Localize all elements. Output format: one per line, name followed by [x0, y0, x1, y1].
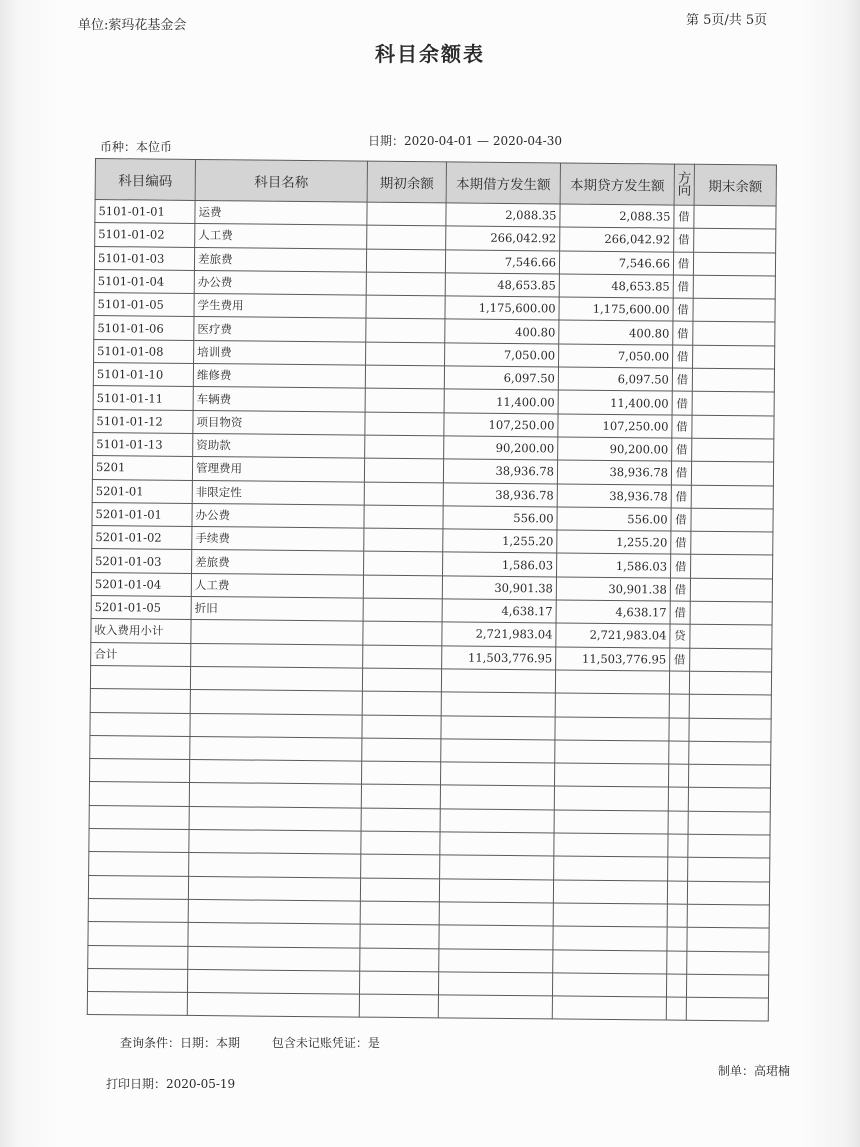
- cell-direction: 借: [673, 275, 693, 298]
- cell-debit-amount: 30,901.38: [442, 576, 556, 600]
- cell-closing-balance: [691, 485, 773, 509]
- empty-cell: [188, 923, 360, 948]
- cell-debit-amount: 4,638.17: [442, 599, 556, 623]
- cell-credit-amount: 6,097.50: [558, 367, 672, 391]
- empty-cell: [553, 926, 667, 950]
- cell-account-code: 5201-01-04: [91, 572, 191, 596]
- cell-closing-balance: [694, 205, 776, 229]
- empty-cell: [554, 763, 668, 787]
- empty-cell: [668, 834, 688, 857]
- empty-cell: [187, 969, 359, 994]
- cell-closing-balance: [692, 392, 774, 416]
- empty-cell: [553, 880, 667, 904]
- cell-closing-balance: [690, 555, 772, 579]
- cell-debit-amount: 7,546.66: [445, 249, 559, 273]
- empty-cell: [669, 741, 689, 764]
- empty-cell: [189, 806, 361, 831]
- cell-account-name: 学生费用: [194, 294, 366, 319]
- cell-credit-amount: 7,050.00: [559, 344, 673, 368]
- empty-cell: [189, 783, 361, 808]
- cell-closing-balance: [690, 578, 772, 602]
- empty-cell: [362, 691, 441, 715]
- cell-account-code: 5101-01-11: [93, 386, 193, 410]
- prepared-by: 制单：高珺楠: [718, 1064, 791, 1078]
- empty-cell: [667, 927, 687, 950]
- cell-direction: 借: [673, 345, 693, 368]
- cell-account-name: 人工费: [191, 573, 363, 598]
- cell-closing-balance: [693, 275, 775, 299]
- cell-account-code: 5101-01-10: [93, 363, 193, 387]
- empty-cell: [90, 665, 190, 689]
- cell-debit-amount: 90,200.00: [444, 436, 558, 460]
- cell-opening-balance: [366, 249, 445, 273]
- cell-account-code: 收入费用小计: [91, 619, 191, 643]
- cell-account-name: 管理费用: [192, 457, 364, 482]
- cell-direction: 借: [670, 578, 690, 601]
- empty-cell: [552, 996, 666, 1020]
- balance-table: [87, 158, 777, 1022]
- empty-cell: [361, 831, 440, 855]
- cell-debit-amount: 107,250.00: [444, 413, 558, 437]
- cell-account-name: 培训费: [194, 340, 366, 365]
- cell-credit-amount: 38,936.78: [557, 460, 671, 484]
- cell-debit-amount: 2,088.35: [446, 203, 560, 227]
- empty-cell: [688, 811, 770, 835]
- cell-closing-balance: [693, 298, 775, 322]
- cell-closing-balance: [692, 415, 774, 439]
- empty-cell: [688, 834, 770, 858]
- cell-credit-amount: 556.00: [557, 507, 671, 531]
- empty-cell: [440, 809, 554, 833]
- cell-account-name: 人工费: [195, 224, 367, 249]
- empty-cell: [554, 833, 668, 857]
- empty-cell: [687, 927, 769, 951]
- empty-cell: [689, 694, 771, 718]
- cell-account-code: 5101-01-01: [95, 200, 195, 224]
- empty-cell: [669, 671, 689, 694]
- cell-debit-amount: 38,936.78: [443, 482, 557, 506]
- cell-account-code: 5101-01-06: [94, 316, 194, 340]
- empty-cell: [90, 735, 190, 759]
- header-credit-amount: 本期贷方发生额: [560, 163, 674, 205]
- cell-account-name: 折旧: [191, 596, 363, 621]
- empty-cell: [553, 903, 667, 927]
- cell-direction: 借: [673, 252, 693, 275]
- cell-opening-balance: [366, 342, 445, 366]
- cell-opening-balance: [366, 295, 445, 319]
- empty-cell: [552, 973, 666, 997]
- cell-closing-balance: [690, 648, 772, 672]
- empty-cell: [89, 828, 189, 852]
- empty-cell: [689, 718, 771, 742]
- cell-account-name: 车辆费: [193, 387, 365, 412]
- empty-cell: [361, 808, 440, 832]
- cell-account-code: 5101-01-02: [95, 223, 195, 247]
- cell-account-code: 5101-01-04: [94, 269, 194, 293]
- cell-account-name: 差旅费: [194, 247, 366, 272]
- empty-cell: [554, 856, 668, 880]
- cell-debit-amount: 6,097.50: [444, 366, 558, 390]
- cell-direction: 借: [671, 531, 691, 554]
- cell-account-name: 资助款: [193, 433, 365, 458]
- cell-closing-balance: [694, 229, 776, 253]
- cell-credit-amount: 400.80: [559, 320, 673, 344]
- empty-cell: [189, 829, 361, 854]
- cell-closing-balance: [690, 601, 772, 625]
- empty-cell: [555, 670, 669, 694]
- cell-account-code: 5201-01: [92, 479, 192, 503]
- cell-debit-amount: 11,400.00: [444, 389, 558, 413]
- cell-closing-balance: [693, 345, 775, 369]
- cell-debit-amount: 38,936.78: [443, 459, 557, 483]
- cell-closing-balance: [693, 322, 775, 346]
- cell-closing-balance: [692, 368, 774, 392]
- empty-cell: [88, 945, 188, 969]
- cell-credit-amount: 11,503,776.95: [556, 647, 670, 671]
- cell-credit-amount: 1,586.03: [557, 553, 671, 577]
- header-account-code: 科目编码: [95, 159, 195, 201]
- cell-debit-amount: 1,586.03: [443, 552, 557, 576]
- empty-cell: [441, 669, 555, 693]
- currency-label: 币种：本位币: [100, 140, 173, 154]
- table-body: [87, 200, 776, 1022]
- date-range: 日期：2020-04-01 — 2020-04-30: [368, 134, 563, 148]
- empty-cell: [686, 997, 768, 1021]
- cell-opening-balance: [363, 575, 442, 599]
- cell-direction: 借: [674, 228, 694, 251]
- empty-cell: [190, 760, 362, 785]
- header-debit-amount: 本期借方发生额: [446, 162, 560, 204]
- cell-debit-amount: 400.80: [445, 319, 559, 343]
- empty-cell: [687, 951, 769, 975]
- cell-closing-balance: [691, 462, 773, 486]
- cell-credit-amount: 48,653.85: [559, 274, 673, 298]
- empty-cell: [190, 736, 362, 761]
- empty-cell: [555, 740, 669, 764]
- cell-direction: 借: [674, 205, 694, 228]
- cell-direction: 借: [670, 601, 690, 624]
- empty-cell: [666, 997, 686, 1020]
- empty-cell: [187, 993, 359, 1018]
- cell-direction: 借: [670, 648, 690, 671]
- cell-credit-amount: 11,400.00: [558, 390, 672, 414]
- empty-cell: [87, 992, 187, 1016]
- empty-cell: [190, 666, 362, 691]
- empty-cell: [686, 974, 768, 998]
- empty-cell: [687, 904, 769, 928]
- header-direction: 方向: [674, 164, 694, 205]
- cell-debit-amount: 11,503,776.95: [442, 645, 556, 669]
- cell-credit-amount: 38,936.78: [557, 484, 671, 508]
- empty-cell: [188, 899, 360, 924]
- empty-cell: [667, 881, 687, 904]
- empty-cell: [688, 858, 770, 882]
- empty-cell: [438, 995, 552, 1019]
- cell-direction: 借: [672, 415, 692, 438]
- cell-closing-balance: [690, 625, 772, 649]
- cell-opening-balance: [365, 412, 444, 436]
- empty-cell: [190, 690, 362, 715]
- cell-account-code: 5201-01-01: [92, 502, 192, 526]
- empty-cell: [689, 671, 771, 695]
- cell-debit-amount: 556.00: [443, 506, 557, 530]
- query-date-condition: 查询条件：日期：本期: [120, 1036, 241, 1050]
- cell-debit-amount: 48,653.85: [445, 273, 559, 297]
- cell-direction: 借: [671, 485, 691, 508]
- cell-debit-amount: 1,175,600.00: [445, 296, 559, 320]
- cell-direction: 贷: [670, 624, 690, 647]
- cell-credit-amount: 266,042.92: [560, 227, 674, 251]
- header-opening-balance: 期初余额: [367, 161, 446, 203]
- empty-cell: [554, 810, 668, 834]
- cell-closing-balance: [693, 252, 775, 276]
- empty-cell: [88, 898, 188, 922]
- empty-cell: [440, 762, 554, 786]
- empty-cell: [440, 785, 554, 809]
- header-closing-balance: 期末余额: [694, 164, 776, 206]
- cell-account-name: 差旅费: [192, 550, 364, 575]
- cell-credit-amount: 90,200.00: [558, 437, 672, 461]
- empty-cell: [89, 852, 189, 876]
- cell-account-name: 维修费: [193, 364, 365, 389]
- empty-cell: [361, 761, 440, 785]
- empty-cell: [439, 878, 553, 902]
- include-unposted-condition: 包含未记账凭证：是: [271, 1036, 380, 1050]
- cell-direction: 借: [672, 391, 692, 414]
- empty-cell: [188, 946, 360, 971]
- empty-cell: [689, 741, 771, 765]
- cell-opening-balance: [365, 388, 444, 412]
- cell-account-code: 5101-01-08: [94, 339, 194, 363]
- cell-account-name: 非限定性: [192, 480, 364, 505]
- empty-cell: [90, 712, 190, 736]
- cell-account-name: 项目物资: [193, 410, 365, 435]
- cell-closing-balance: [691, 531, 773, 555]
- empty-cell: [440, 855, 554, 879]
- cell-account-name: 运费: [195, 200, 367, 225]
- empty-cell: [668, 787, 688, 810]
- cell-account-code: 5201-01-02: [92, 526, 192, 550]
- empty-cell: [438, 972, 552, 996]
- cell-direction: 借: [671, 508, 691, 531]
- empty-cell: [362, 715, 441, 739]
- cell-opening-balance: [364, 482, 443, 506]
- cell-opening-balance: [367, 225, 446, 249]
- cell-credit-amount: 30,901.38: [556, 577, 670, 601]
- empty-cell: [554, 786, 668, 810]
- cell-debit-amount: 1,255.20: [443, 529, 557, 553]
- cell-opening-balance: [363, 621, 442, 645]
- empty-cell: [687, 881, 769, 905]
- empty-cell: [668, 811, 688, 834]
- cell-account-code: 合计: [91, 642, 191, 666]
- cell-credit-amount: 107,250.00: [558, 414, 672, 438]
- cell-opening-balance: [364, 528, 443, 552]
- empty-cell: [688, 764, 770, 788]
- cell-account-code: 5201-01-03: [92, 549, 192, 573]
- cell-opening-balance: [366, 272, 445, 296]
- cell-account-code: 5201: [92, 456, 192, 480]
- empty-cell: [361, 854, 440, 878]
- cell-direction: 借: [671, 461, 691, 484]
- empty-cell: [362, 738, 441, 762]
- cell-opening-balance: [366, 319, 445, 343]
- empty-cell: [361, 785, 440, 809]
- empty-cell: [190, 713, 362, 738]
- cell-direction: 借: [673, 298, 693, 321]
- cell-closing-balance: [691, 508, 773, 532]
- cell-opening-balance: [365, 365, 444, 389]
- empty-cell: [441, 715, 555, 739]
- cell-credit-amount: 2,721,983.04: [556, 623, 670, 647]
- empty-cell: [360, 901, 439, 925]
- cell-account-name: 手续费: [192, 527, 364, 552]
- empty-cell: [360, 878, 439, 902]
- query-conditions: [120, 1034, 408, 1051]
- empty-cell: [668, 764, 688, 787]
- cell-opening-balance: [364, 552, 443, 576]
- cell-opening-balance: [363, 598, 442, 622]
- table-header-row: [95, 159, 776, 207]
- cell-credit-amount: 7,546.66: [559, 251, 673, 275]
- empty-cell: [441, 692, 555, 716]
- empty-cell: [362, 668, 441, 692]
- empty-cell: [666, 974, 686, 997]
- cell-account-name: 医疗费: [194, 317, 366, 342]
- report-title: 科目余额表: [375, 42, 485, 66]
- cell-account-code: 5101-01-12: [93, 409, 193, 433]
- empty-cell: [667, 951, 687, 974]
- empty-cell: [360, 924, 439, 948]
- empty-cell: [439, 948, 553, 972]
- empty-cell: [189, 853, 361, 878]
- cell-opening-balance: [364, 458, 443, 482]
- empty-cell: [440, 832, 554, 856]
- cell-credit-amount: 2,088.35: [560, 204, 674, 228]
- cell-closing-balance: [692, 438, 774, 462]
- empty-cell: [90, 759, 190, 783]
- cell-account-code: 5201-01-05: [91, 596, 191, 620]
- empty-cell: [669, 694, 689, 717]
- empty-cell: [89, 805, 189, 829]
- empty-cell: [359, 971, 438, 995]
- cell-opening-balance: [363, 645, 442, 669]
- empty-cell: [88, 875, 188, 899]
- cell-account-code: 5101-01-03: [94, 246, 194, 270]
- unit-label: 单位:萦玛花基金会: [78, 18, 187, 33]
- cell-credit-amount: 4,638.17: [556, 600, 670, 624]
- cell-debit-amount: 266,042.92: [446, 226, 560, 250]
- empty-cell: [553, 949, 667, 973]
- header-account-name: 科目名称: [195, 159, 367, 202]
- cell-account-name: 办公费: [194, 270, 366, 295]
- cell-account-code: 5101-01-05: [94, 293, 194, 317]
- cell-credit-amount: 1,175,600.00: [559, 297, 673, 321]
- empty-cell: [188, 876, 360, 901]
- cell-account-name: 办公费: [192, 503, 364, 528]
- cell-opening-balance: [367, 202, 446, 226]
- cell-direction: 借: [672, 438, 692, 461]
- empty-cell: [359, 994, 438, 1018]
- cell-account-name: [191, 620, 363, 645]
- empty-cell: [439, 925, 553, 949]
- empty-cell: [439, 902, 553, 926]
- cell-credit-amount: 1,255.20: [557, 530, 671, 554]
- cell-account-name: [191, 643, 363, 668]
- empty-cell: [668, 857, 688, 880]
- empty-cell: [89, 782, 189, 806]
- cell-debit-amount: 2,721,983.04: [442, 622, 556, 646]
- empty-cell: [667, 904, 687, 927]
- page-indicator: 第 5页/共 5页: [686, 13, 768, 28]
- cell-account-code: 5101-01-13: [93, 432, 193, 456]
- empty-cell: [669, 718, 689, 741]
- cell-opening-balance: [364, 505, 443, 529]
- empty-cell: [90, 689, 190, 713]
- empty-cell: [441, 739, 555, 763]
- cell-opening-balance: [365, 435, 444, 459]
- empty-cell: [88, 922, 188, 946]
- empty-cell: [555, 716, 669, 740]
- print-date: 打印日期：2020-05-19: [106, 1077, 236, 1091]
- empty-cell: [555, 693, 669, 717]
- empty-cell: [688, 788, 770, 812]
- empty-cell: [87, 968, 187, 992]
- empty-cell: [360, 948, 439, 972]
- cell-debit-amount: 7,050.00: [445, 343, 559, 367]
- cell-direction: 借: [672, 368, 692, 391]
- cell-direction: 借: [670, 554, 690, 577]
- cell-direction: 借: [673, 322, 693, 345]
